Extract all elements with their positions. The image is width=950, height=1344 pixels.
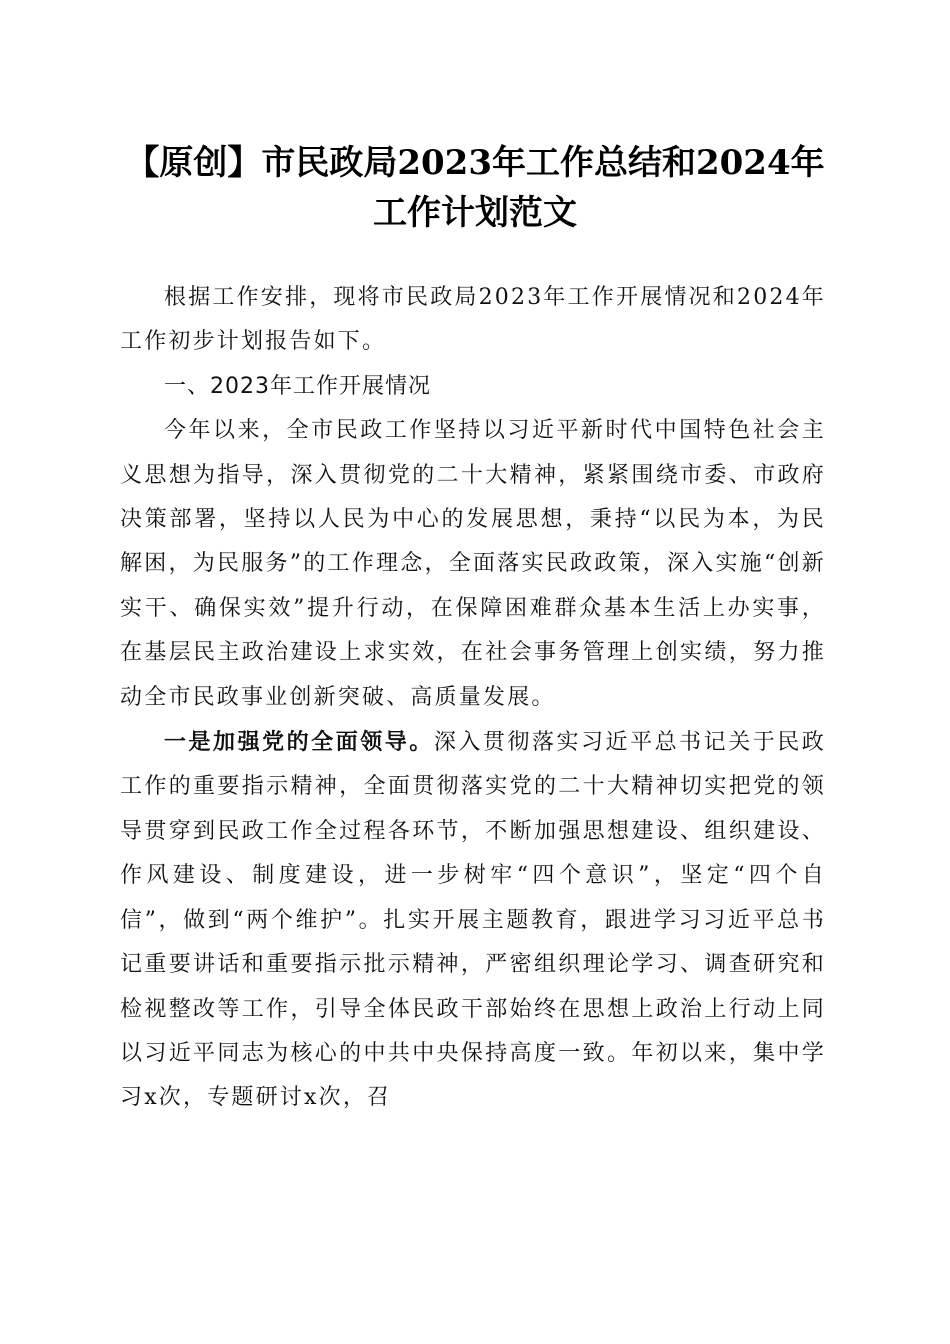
document-title — [90, 138, 860, 238]
point-1-lead: 一是加强党的全面领导。 — [164, 729, 434, 756]
point-1-text: 深入贯彻落实习近平总书记关于民政工作的重要指示精神，全面贯彻落实党的二十大精神切实把党的领导贯穿到民政工作全过程各环节，不断加强思想建设、组织建设、作风建设、制度建设，进一步树牢“四个意识”，坚定“四个自信”，做到“两个维护”。扎实开展主题教育，跟进学习习近平总书记重要讲话和重要指示批示精神，严密组织理论学习、调查研究和检视整改等工作，引导全体民政干部始终在思想上政治上行动上同以习近平同志为核心的中共中央保持高度一致。年初以来，集中学习x次，专题研讨x次，召 — [120, 730, 827, 1111]
point-1-paragraph — [120, 720, 826, 1121]
title-line-2: 工作计划范文 — [373, 193, 577, 233]
title-line-1: 【原创】市民政局2023年工作总结和2024年 — [125, 143, 825, 183]
section-1-paragraph: 今年以来，全市民政工作坚持以习近平新时代中国特色社会主义思想为指导，深入贯彻党的二十大精神，紧紧围绕市委、市政府决策部署，坚持以人民为中心的发展思想，秉持“以民为本，为民解困，为民服务”的工作理念，全面落实民政政策，深入实施“创新实干、确保实效”提升行动，在保障困难群众基本生活上办实事，在基层民主政治建设上求实效，在社会事务管理上创实绩，努力推动全市民政事业创新突破、高质量发展。 — [120, 418, 826, 710]
section-heading-1: 一、2023年工作开展情况 — [164, 373, 431, 399]
document-body — [120, 276, 826, 1121]
intro-paragraph: 根据工作安排，现将市民政局2023年工作开展情况和2024年工作初步计划报告如下。 — [120, 285, 826, 355]
